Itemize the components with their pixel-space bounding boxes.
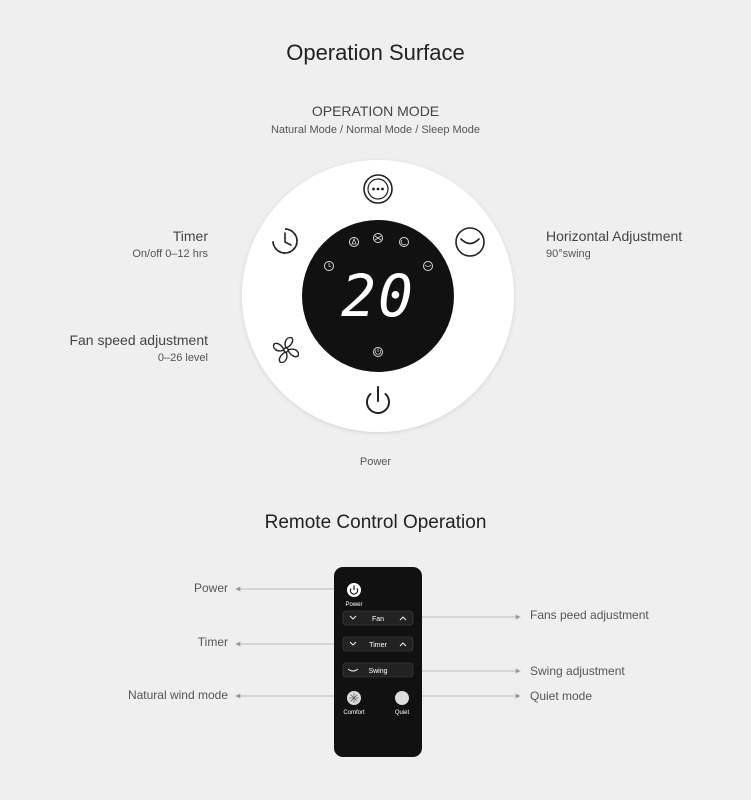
remote-swing-caption: Swing xyxy=(368,668,388,675)
fan-speed-sublabel: 0–26 level xyxy=(157,352,208,364)
remote-timer-caption: Timer xyxy=(369,642,387,649)
display-screen xyxy=(302,220,454,372)
mode-button[interactable] xyxy=(364,175,392,203)
timer-sublabel: On/off 0–12 hrs xyxy=(132,248,208,260)
remote-quiet-button[interactable] xyxy=(395,691,409,705)
remote-swing-label: Swing adjustment xyxy=(530,664,625,678)
remote-power-label: Power xyxy=(193,581,228,595)
fan-speed-label: Fan speed adjustment xyxy=(69,332,208,348)
remote-fan-speed-label: Fans peed adjustment xyxy=(530,608,649,622)
remote-comfort-button[interactable] xyxy=(347,691,361,705)
remote-comfort-caption: Comfort xyxy=(343,710,365,716)
horizontal-adjustment-sublabel: 90°swing xyxy=(546,248,591,260)
section-title-operation-surface: Operation Surface xyxy=(286,40,465,65)
remote-fan-button[interactable] xyxy=(343,611,413,625)
remote-natural-wind-label: Natural wind mode xyxy=(127,688,228,702)
remote-fan-caption: Fan xyxy=(371,616,385,623)
temperature-readout: 20 xyxy=(341,262,415,330)
remote-quiet-caption: Quiet xyxy=(394,710,410,716)
control-panel xyxy=(236,156,522,438)
operation-mode-title: OPERATION MODE xyxy=(311,103,440,119)
operation-mode-subtitle: Natural Mode / Normal Mode / Sleep Mode xyxy=(270,124,481,136)
remote-power-button[interactable] xyxy=(347,583,361,597)
section-title-remote: Remote Control Operation xyxy=(264,512,487,533)
timer-label: Timer xyxy=(172,228,208,244)
remote-control xyxy=(334,567,422,757)
remote-power-caption: Power xyxy=(345,602,363,608)
remote-swing-button[interactable] xyxy=(343,663,413,677)
power-label: Power xyxy=(359,456,392,468)
horizontal-adjustment-label: Horizontal Adjustment xyxy=(546,228,683,244)
remote-timer-label: Timer xyxy=(197,635,228,649)
remote-timer-button[interactable] xyxy=(343,637,413,651)
remote-quiet-label: Quiet mode xyxy=(530,689,593,703)
